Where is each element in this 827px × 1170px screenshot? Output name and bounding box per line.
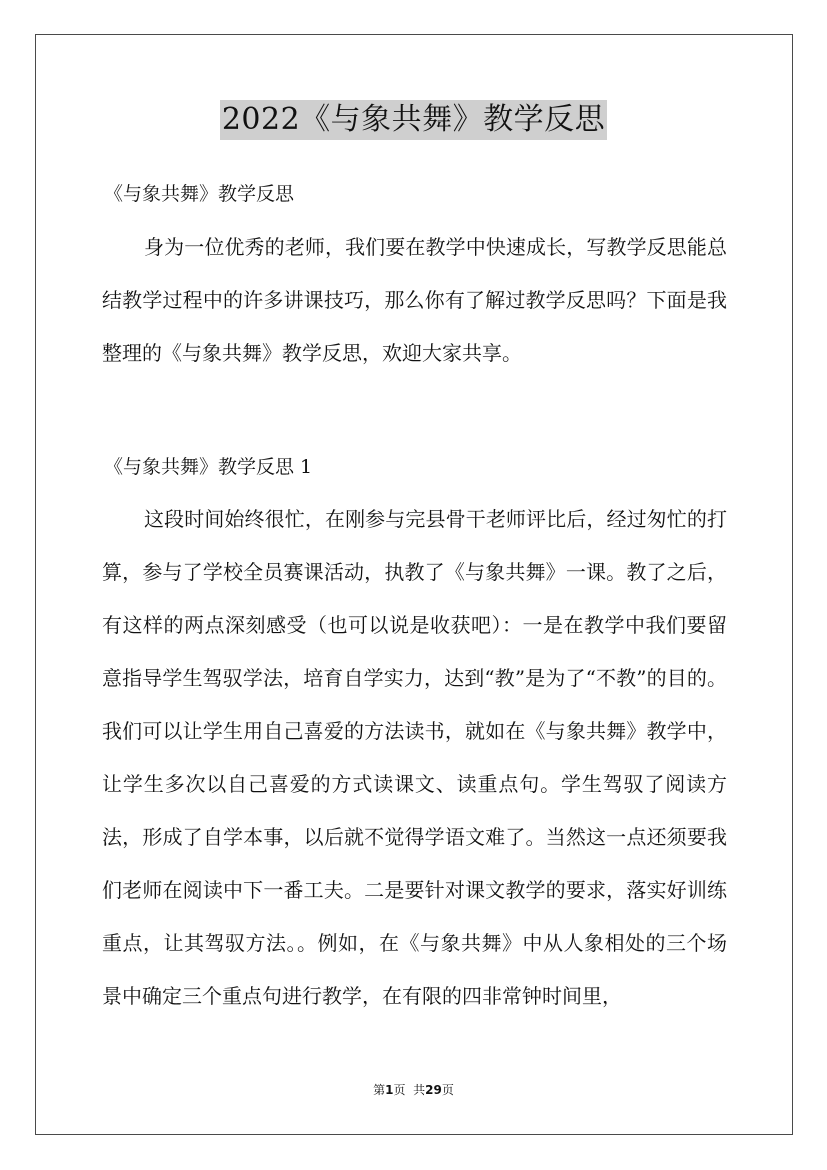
document-title: 2022《与象共舞》教学反思 xyxy=(220,100,607,140)
subheading-reflection-1: 《与象共舞》教学反思 1 xyxy=(104,456,313,478)
page-prefix: 第 xyxy=(373,1083,386,1097)
body-paragraph-1: 这段时间始终很忙，在刚参与完县骨干老师评比后，经过匆忙的打算，参与了学校全员赛课活动，执教了《与象共舞》一课。教了之后，有这样的两点深刻感受（也可以说是收获吧）：一是在教学中我们要留意指导学生驾驭学法，培育自学实力，达到“教”是为了“不教”的目的。我们可以让学生用自己喜爱的方法读书，就如在《与象共舞》教学中，让学生多次以自己喜爱的方式读课文、读重点句。学生驾驭了阅读方法，形成了自学本事，以后就不觉得学语文难了。当然这一点还须要我们老师在阅读中下一番工夫。二是要针对课文教学的要求，落实好训练重点，让其驾驭方法。。例如，在《与象共舞》中从人象相处的三个场景中确定三个重点句进行教学，在有限的四非常钟时间里， xyxy=(102,507,727,1008)
section-heading: 《与象共舞》教学反思 xyxy=(104,183,295,205)
title-container xyxy=(0,100,827,140)
page-total-number: 29 xyxy=(425,1083,442,1097)
page-current-number: 1 xyxy=(385,1083,394,1097)
page-suffix: 页 xyxy=(441,1083,454,1097)
page-footer xyxy=(0,1082,827,1098)
intro-paragraph: 身为一位优秀的老师，我们要在教学中快速成长，写教学反思能总结教学过程中的许多讲课技巧，那么你有了解过教学反思吗？下面是我整理的《与象共舞》教学反思，欢迎大家共享。 xyxy=(102,235,727,365)
page-mid-text: 页 共 xyxy=(393,1083,426,1097)
